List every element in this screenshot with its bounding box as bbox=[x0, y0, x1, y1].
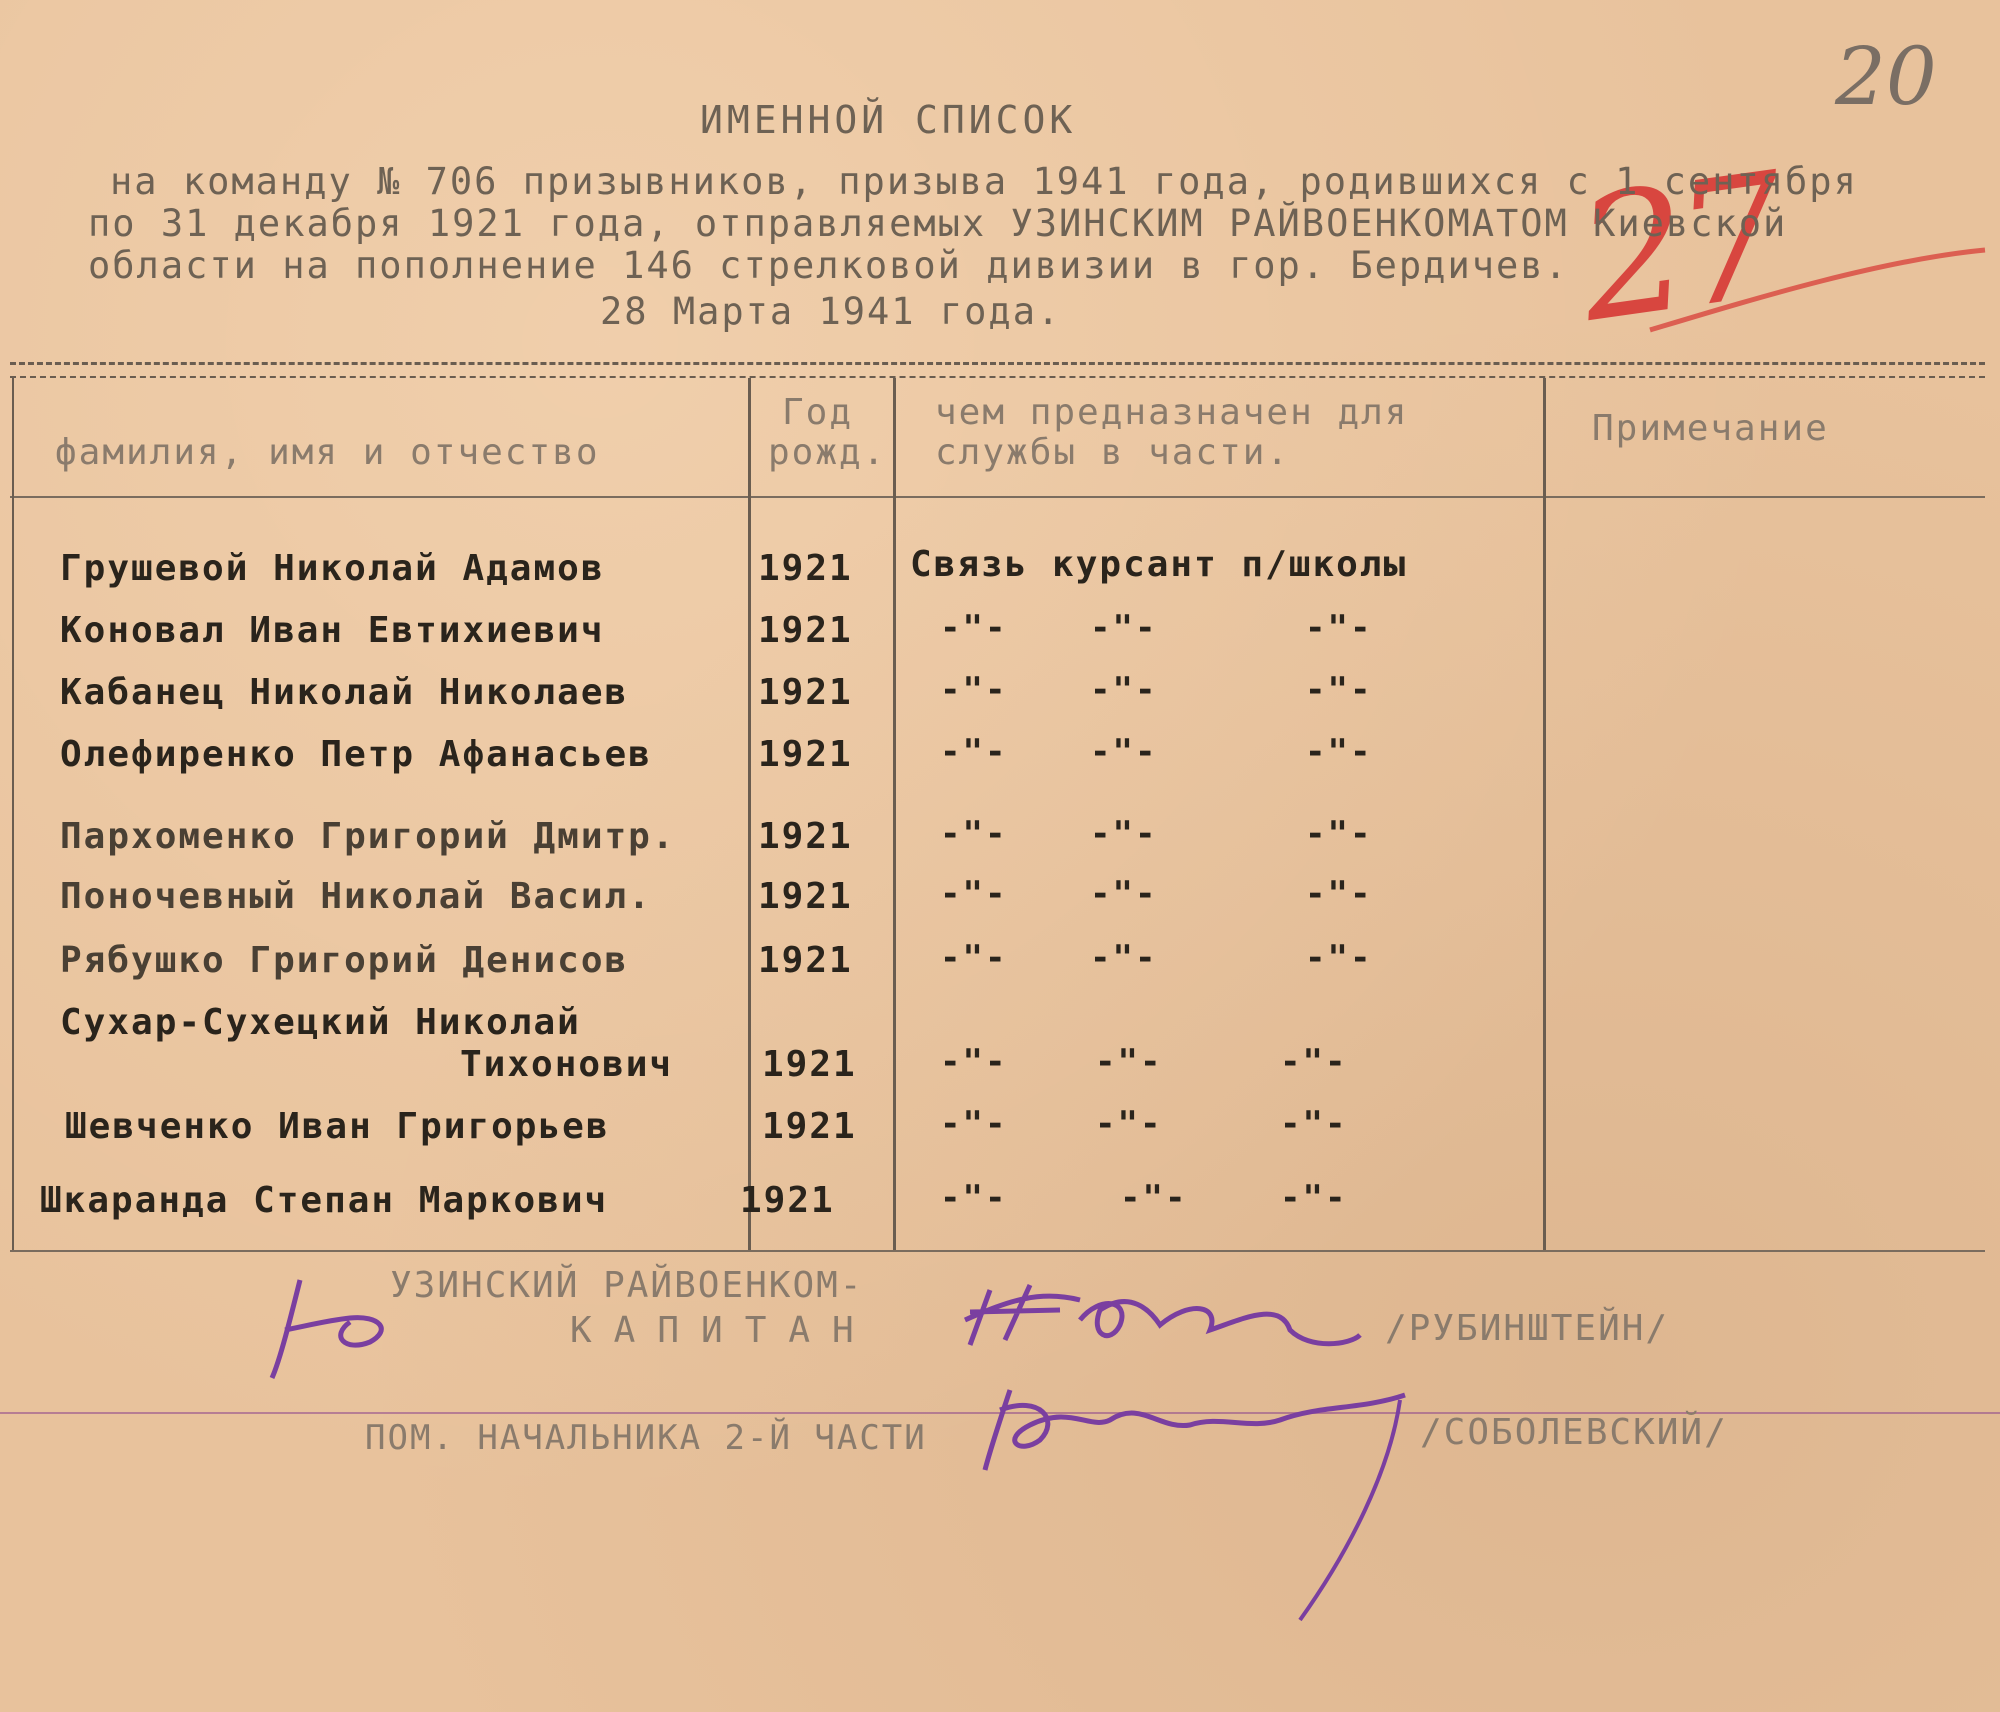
row-4-ditto-2: -"- bbox=[1090, 732, 1158, 772]
row-3-ditto-2: -"- bbox=[1090, 670, 1158, 710]
row-7-year: 1921 bbox=[758, 940, 853, 981]
row-2-ditto-2: -"- bbox=[1090, 608, 1158, 648]
row-10-name: Шкаранда Степан Маркович bbox=[40, 1180, 609, 1221]
signer-2-position: ПОМ. НАЧАЛЬНИКА 2-Й ЧАСТИ bbox=[365, 1418, 927, 1458]
table-top-rule bbox=[10, 362, 1985, 365]
row-5-name: Пархоменко Григорий Дмитр. bbox=[60, 816, 676, 857]
intro-line-3: области на пополнение 146 стрелковой дивизии в гор. Бердичев. bbox=[88, 244, 1569, 287]
row-5-ditto-1: -"- bbox=[940, 814, 1008, 854]
row-3-name: Кабанец Николай Николаев bbox=[60, 672, 629, 713]
signer-1-name: /РУБИНШТЕЙН/ bbox=[1385, 1308, 1670, 1349]
row-2-name: Коновал Иван Евтихиевич bbox=[60, 610, 605, 651]
row-1-name: Грушевой Николай Адамов bbox=[60, 548, 605, 589]
row-9-ditto-2: -"- bbox=[1095, 1104, 1163, 1144]
row-2-year: 1921 bbox=[758, 610, 853, 651]
row-4-name: Олефиренко Петр Афанасьев bbox=[60, 734, 652, 775]
row-6-year: 1921 bbox=[758, 876, 853, 917]
column-header-year-1: Год bbox=[782, 392, 854, 433]
row-6-ditto-2: -"- bbox=[1090, 874, 1158, 914]
row-4-ditto-1: -"- bbox=[940, 732, 1008, 772]
row-1-purpose: Связь курсант п/школы bbox=[910, 544, 1408, 585]
signer-1-title-line-1: УЗИНСКИЙ РАЙВОЕНКОМ- bbox=[390, 1265, 864, 1306]
table-top-rule-2 bbox=[10, 376, 1985, 378]
signer-1-title-line-2: КАПИТАН bbox=[570, 1310, 876, 1351]
row-5-ditto-3: -"- bbox=[1305, 814, 1373, 854]
row-9-year: 1921 bbox=[762, 1106, 857, 1147]
row-6-ditto-3: -"- bbox=[1305, 874, 1373, 914]
col-divider-name-year bbox=[748, 378, 751, 1250]
row-9-ditto-1: -"- bbox=[940, 1104, 1008, 1144]
row-8-ditto-3: -"- bbox=[1280, 1042, 1348, 1082]
intro-line-2: по 31 декабря 1921 года, отправляемых УЗИНСКИМ РАЙВОЕНКОМАТОМ Киевской bbox=[88, 202, 1788, 245]
row-5-year: 1921 bbox=[758, 816, 853, 857]
row-10-ditto-2: -"- bbox=[1120, 1178, 1188, 1218]
column-header-name: фамилия, имя и отчество bbox=[55, 432, 600, 473]
row-10-ditto-3: -"- bbox=[1280, 1178, 1348, 1218]
row-8-year: 1921 bbox=[762, 1044, 857, 1085]
row-3-ditto-1: -"- bbox=[940, 670, 1008, 710]
row-6-ditto-1: -"- bbox=[940, 874, 1008, 914]
row-5-ditto-2: -"- bbox=[1090, 814, 1158, 854]
header-bottom-rule bbox=[10, 496, 1985, 498]
row-8-name-line-2: Тихонович bbox=[460, 1044, 674, 1085]
row-7-ditto-3: -"- bbox=[1305, 938, 1373, 978]
red-pencil-mark: 27 bbox=[1567, 137, 1790, 361]
col-divider-year-purpose bbox=[893, 378, 896, 1250]
column-header-purpose-2: службы в части. bbox=[935, 432, 1291, 473]
row-9-ditto-3: -"- bbox=[1280, 1104, 1348, 1144]
document-date: 28 Марта 1941 года. bbox=[600, 290, 1062, 333]
row-8-name-line-1: Сухар-Сухецкий Николай bbox=[60, 1002, 581, 1043]
intro-line-1: на команду № 706 призывников, призыва 1941 года, родившихся с 1 сентября bbox=[110, 160, 1858, 203]
row-3-ditto-3: -"- bbox=[1305, 670, 1373, 710]
table-bottom-rule bbox=[10, 1250, 1985, 1252]
row-1-year: 1921 bbox=[758, 548, 853, 589]
column-header-note: Примечание bbox=[1592, 408, 1829, 449]
row-2-ditto-1: -"- bbox=[940, 608, 1008, 648]
row-7-name: Рябушко Григорий Денисов bbox=[60, 940, 629, 981]
row-8-ditto-2: -"- bbox=[1095, 1042, 1163, 1082]
column-header-year-2: рожд. bbox=[768, 432, 887, 473]
row-4-ditto-3: -"- bbox=[1305, 732, 1373, 772]
row-10-ditto-1: -"- bbox=[940, 1178, 1008, 1218]
row-7-ditto-1: -"- bbox=[940, 938, 1008, 978]
row-10-year: 1921 bbox=[740, 1180, 835, 1221]
row-4-year: 1921 bbox=[758, 734, 853, 775]
row-9-name: Шевченко Иван Григорьев bbox=[65, 1106, 610, 1147]
row-2-ditto-3: -"- bbox=[1305, 608, 1373, 648]
column-header-purpose-1: чем предназначен для bbox=[935, 392, 1409, 433]
row-3-year: 1921 bbox=[758, 672, 853, 713]
signer-2-name: /СОБОЛЕВСКИЙ/ bbox=[1420, 1412, 1728, 1453]
col-divider-purpose-note bbox=[1543, 378, 1546, 1250]
page-number: 20 bbox=[1835, 30, 1937, 123]
row-6-name: Поночевный Николай Васил. bbox=[60, 876, 652, 917]
row-8-ditto-1: -"- bbox=[940, 1042, 1008, 1082]
col-divider-left bbox=[12, 378, 14, 1250]
row-7-ditto-2: -"- bbox=[1090, 938, 1158, 978]
document-title: ИМЕННОЙ СПИСОК bbox=[700, 98, 1077, 142]
